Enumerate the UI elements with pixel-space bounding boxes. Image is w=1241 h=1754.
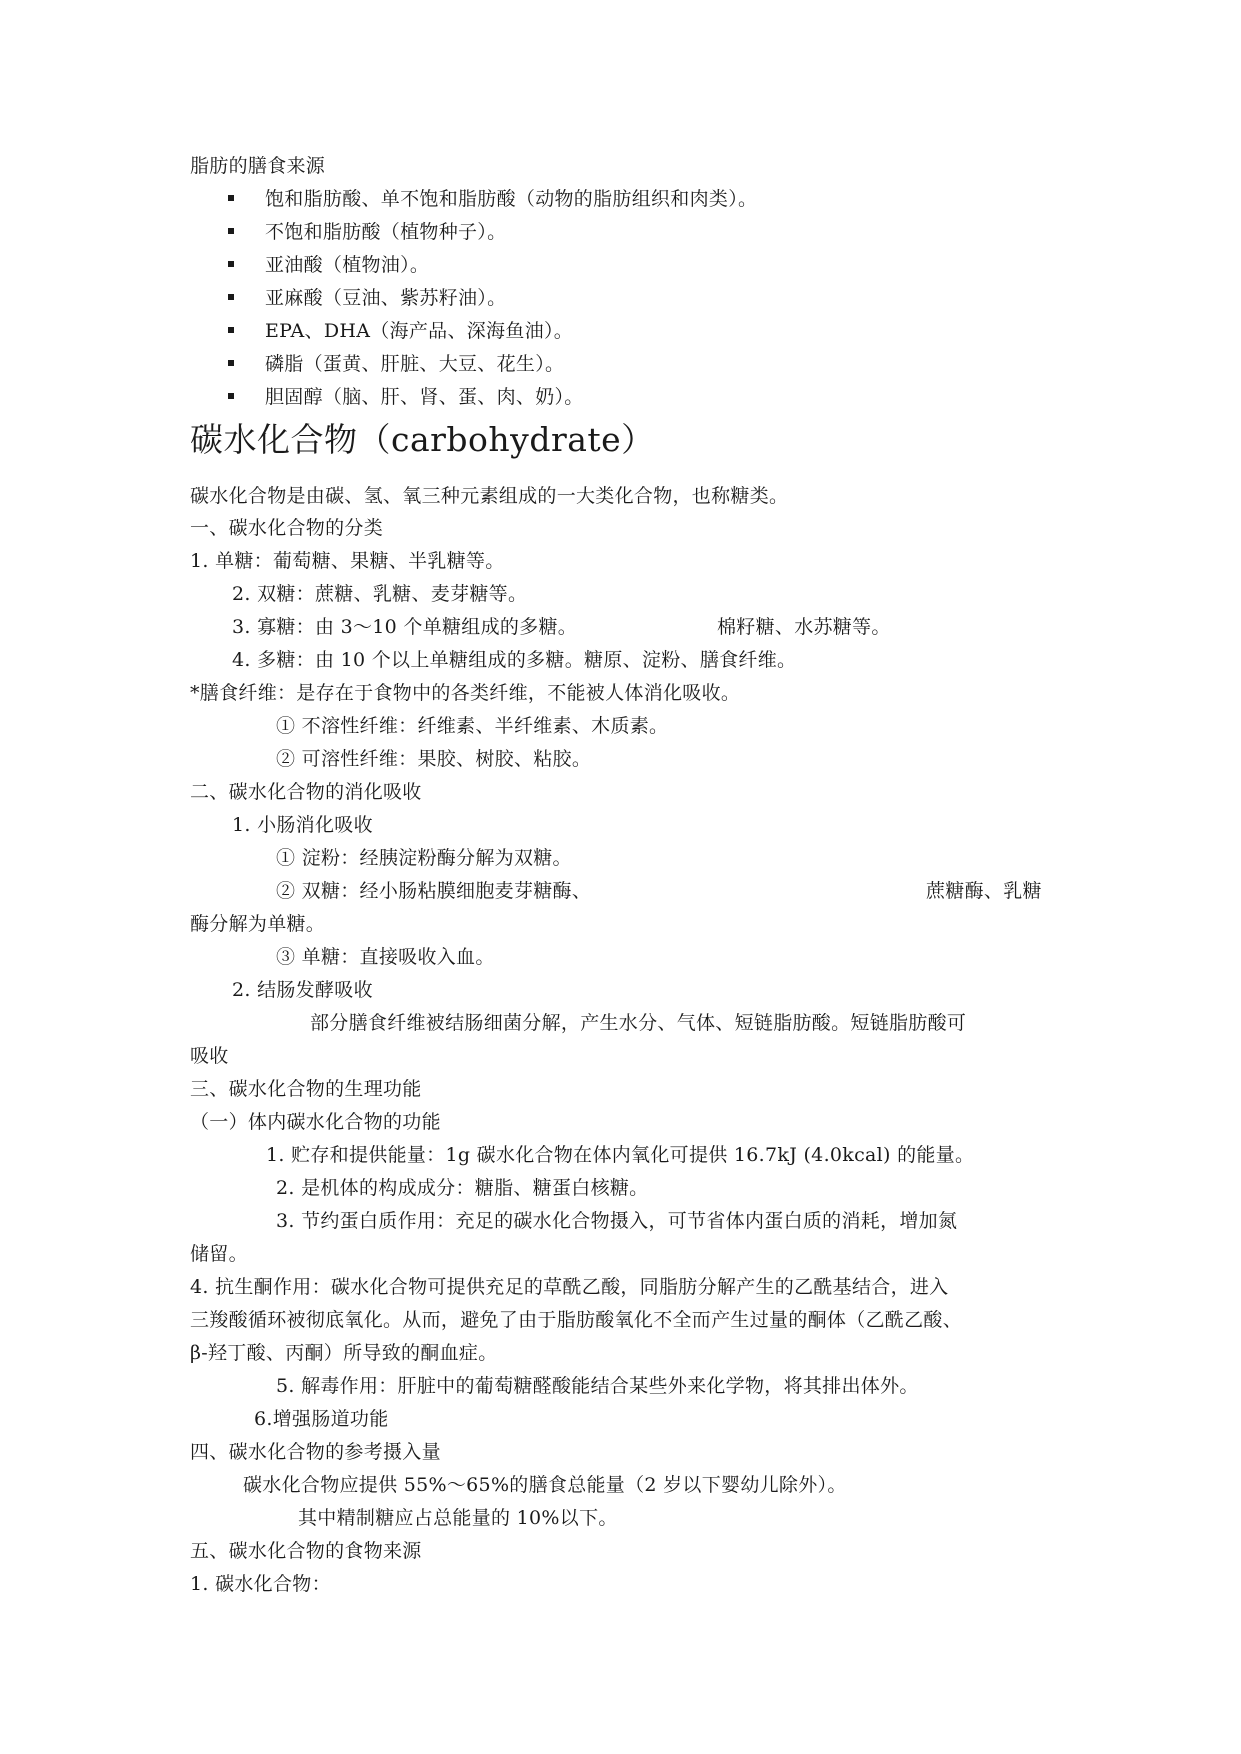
list-item: 亚麻酸（豆油、紫苏籽油）。 [265,287,507,309]
list-item: 3. 寡糖：由 3～10 个单糖组成的多糖。 [232,616,578,638]
list-item: 磷脂（蛋黄、肝脏、大豆、花生）。 [265,353,565,375]
paragraph-continuation: 三羧酸循环被彻底氧化。从而，避免了由于脂肪酸氧化不全而产生过量的酮体（乙酰乙酸、 [190,1309,963,1331]
list-item: 2. 双糖：蔗糖、乳糖、麦芽糖等。 [232,583,528,605]
bullet-marker [228,360,234,366]
bullet-marker [228,228,234,234]
list-item: 饱和脂肪酸、单不饱和脂肪酸（动物的脂肪组织和肉类）。 [265,188,758,210]
list-item: 4. 多糖：由 10 个以上单糖组成的多糖。糖原、淀粉、膳食纤维。 [232,649,797,671]
bullet-marker [228,261,234,267]
list-item: ① 不溶性纤维：纤维素、半纤维素、木质素。 [276,715,669,737]
list-item: 1. 贮存和提供能量：1g 碳水化合物在体内氧化可提供 16.7kJ (4.0kcal) 的能量。 [266,1144,975,1166]
list-item: ② 可溶性纤维：果胶、树胶、粘胶。 [276,748,592,770]
list-item: 1. 小肠消化吸收 [232,814,373,836]
list-item: 4. 抗生酮作用：碳水化合物可提供充足的草酰乙酸，同脂肪分解产生的乙酰基结合，进入 [190,1276,949,1298]
subsection-title: 四、碳水化合物的参考摄入量 [190,1441,441,1463]
list-item: ② 双糖：经小肠粘膜细胞麦芽糖酶、 [276,880,592,902]
subsection-title: 二、碳水化合物的消化吸收 [190,781,422,803]
list-item: 不饱和脂肪酸（植物种子）。 [265,221,507,243]
list-item-continued: 棉籽糖、水苏糖等。 [717,616,891,638]
paragraph: 部分膳食纤维被结肠细菌分解，产生水分、气体、短链脂肪酸。短链脂肪酸可 [310,1012,967,1034]
list-item: 6.增强肠道功能 [254,1408,389,1430]
list-item: 2. 结肠发酵吸收 [232,979,373,1001]
paragraph-continuation: β-羟丁酸、丙酮）所导致的酮血症。 [190,1342,498,1364]
paragraph-continuation: 吸收 [190,1045,229,1067]
fat-sources-title: 脂肪的膳食来源 [190,155,326,177]
list-item: ③ 单糖：直接吸收入血。 [276,946,495,968]
section-heading: 碳水化合物（carbohydrate） [190,420,655,459]
subsection-title: 一、碳水化合物的分类 [190,517,384,539]
list-item: 1. 碳水化合物： [190,1573,331,1595]
list-item: 亚油酸（植物油）。 [265,254,430,276]
list-item: EPA、DHA（海产品、深海鱼油）。 [265,320,574,342]
list-item: 1. 单糖：葡萄糖、果糖、半乳糖等。 [190,550,505,572]
paragraph: 碳水化合物应提供 55%～65%的膳食总能量（2 岁以下婴幼儿除外）。 [243,1474,847,1496]
subsection-title: 三、碳水化合物的生理功能 [190,1078,422,1100]
list-item-continued: 蔗糖酶、乳糖 [926,880,1042,902]
paragraph-continuation: 储留。 [190,1243,248,1265]
subsection-title: 五、碳水化合物的食物来源 [190,1540,422,1562]
paragraph-continuation: 酶分解为单糖。 [190,913,326,935]
subsection-subtitle: （一）体内碳水化合物的功能 [190,1111,441,1133]
list-item: ① 淀粉：经胰淀粉酶分解为双糖。 [276,847,572,869]
intro-paragraph: 碳水化合物是由碳、氢、氧三种元素组成的一大类化合物，也称糖类。 [190,485,789,507]
bullet-marker [228,327,234,333]
bullet-marker [228,294,234,300]
list-item: 2. 是机体的构成成分：糖脂、糖蛋白核糖。 [276,1177,649,1199]
paragraph: 其中精制糖应占总能量的 10%以下。 [298,1507,618,1529]
list-item: 胆固醇（脑、肝、肾、蛋、肉、奶）。 [265,386,584,408]
list-item: 3. 节约蛋白质作用：充足的碳水化合物摄入，可节省体内蛋白质的消耗，增加氮 [276,1210,958,1232]
bullet-marker [228,393,234,399]
list-item: 5. 解毒作用：肝脏中的葡萄糖醛酸能结合某些外来化学物，将其排出体外。 [276,1375,919,1397]
bullet-marker [228,195,234,201]
note-paragraph: *膳食纤维：是存在于食物中的各类纤维，不能被人体消化吸收。 [190,682,741,704]
